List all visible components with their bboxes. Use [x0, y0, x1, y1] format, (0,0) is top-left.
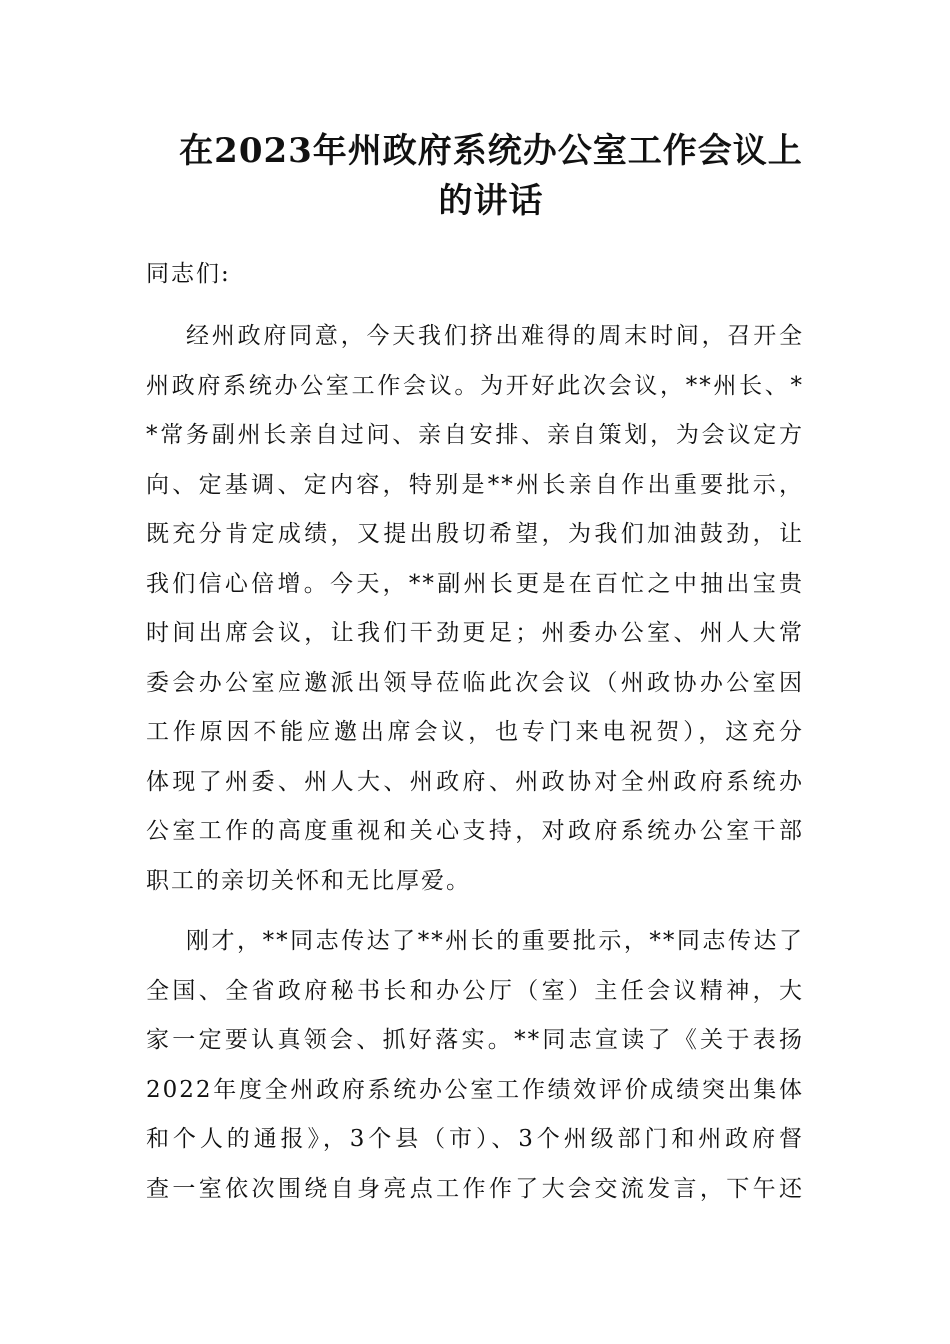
document-title — [146, 126, 836, 226]
paragraph-1 — [146, 316, 804, 910]
paragraph-line: 公室工作的高度重视和关心支持，对政府系统办公室干部 — [146, 818, 804, 844]
title-line-2: 的讲话 — [438, 181, 544, 221]
paragraph-2 — [146, 921, 804, 1218]
paragraph-line: 查一室依次围绕自身亮点工作作了大会交流发言，下午还 — [146, 1175, 804, 1202]
paragraph-line: 体现了州委、州人大、州政府、州政协对全州政府系统办 — [146, 768, 804, 795]
paragraph-line: 家一定要认真领会、抓好落实。**同志宣读了《关于表扬 — [146, 1027, 804, 1053]
salutation: 同志们: — [146, 261, 231, 287]
paragraph-line: 经州政府同意，今天我们挤出难得的周末时间，召开全 — [186, 323, 804, 349]
paragraph-line: 刚才，**同志传达了**州长的重要批示，**同志传达了 — [186, 928, 804, 954]
paragraph-line: 我们信心倍增。今天，**副州长更是在百忙之中抽出宝贵 — [146, 570, 804, 597]
title-line-1: 在2023年州政府系统办公室工作会议上 — [179, 131, 803, 171]
paragraph-line: 时间出席会议，让我们干劲更足；州委办公室、州人大常 — [146, 620, 804, 646]
paragraph-line: 和个人的通报》，3个县（市）、3个州级部门和州政府督 — [146, 1126, 804, 1152]
paragraph-line: 州政府系统办公室工作会议。为开好此次会议，**州长、* — [146, 372, 804, 399]
paragraph-line: 全国、全省政府秘书长和办公厅（室）主任会议精神，大 — [146, 977, 804, 1004]
paragraph-line: 职工的亲切关怀和无比厚爱。 — [146, 867, 471, 894]
paragraph-line: 向、定基调、定内容，特别是**州长亲自作出重要批示， — [146, 471, 804, 498]
paragraph-line: *常务副州长亲自过问、亲自安排、亲自策划，为会议定方 — [146, 422, 804, 448]
paragraph-line: 既充分肯定成绩，又提出殷切希望，为我们加油鼓劲，让 — [146, 521, 804, 547]
paragraph-line: 2022年度全州政府系统办公室工作绩效评价成绩突出集体 — [146, 1076, 804, 1103]
paragraph-line: 工作原因不能应邀出席会议，也专门来电祝贺），这充分 — [146, 719, 804, 745]
paragraph-line: 委会办公室应邀派出领导莅临此次会议（州政协办公室因 — [146, 669, 804, 696]
